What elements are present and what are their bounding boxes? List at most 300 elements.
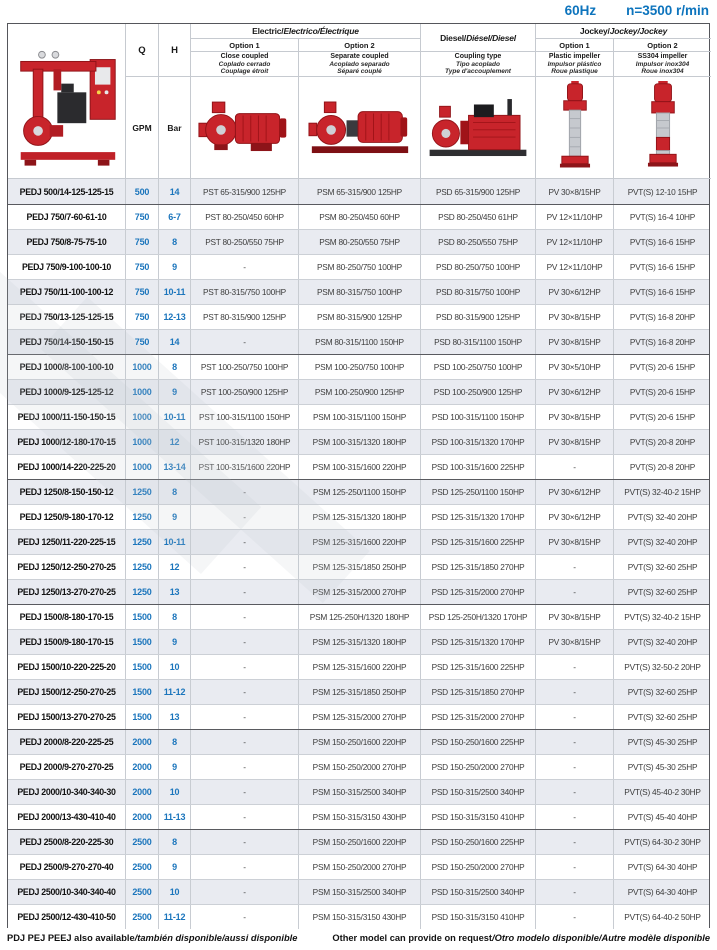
electric-group-title	[191, 24, 421, 39]
bar-header-cell	[159, 77, 191, 179]
q-cell: 750	[126, 305, 159, 329]
h-cell: 9	[159, 380, 191, 404]
diesel-title-i18n: Diésel/Diesel	[466, 32, 516, 43]
q-cell: 2500	[126, 905, 159, 929]
jockey-opt2-cell: PVT(S) 64-30 40HP	[627, 887, 698, 897]
jockey-ss304-image-cell	[614, 77, 711, 179]
h-cell: 10-11	[159, 280, 191, 304]
electric-opt1-cell: -	[191, 255, 299, 279]
electric-opt1-cell: -	[191, 330, 299, 354]
q-cell: 1250	[126, 580, 159, 604]
diesel-cell: PSD 125-315/1320 170HP	[421, 630, 536, 654]
electric-opt2-cell: PSM 150-315/3150 430HP	[299, 905, 421, 929]
footer-right-note	[332, 933, 710, 943]
electric-opt1-cell: -	[191, 555, 299, 579]
jockey-opt1-cell: PV 30×6/12HP	[536, 380, 614, 404]
jockey-opt1-cell: PV 30×8/15HP	[536, 530, 614, 554]
table-row	[8, 554, 709, 579]
jockey-option2-header	[614, 39, 711, 52]
jockey-opt1-cell: PV 30×6/12HP	[536, 505, 614, 529]
model-cell: PEDJ 1000/9-125-125-12	[8, 380, 126, 404]
electric-opt2-cell: PSM 150-315/2500 340HP	[299, 780, 421, 804]
q-cell: 2000	[126, 730, 159, 754]
q-cell: 1500	[126, 680, 159, 704]
model-cell: PEDJ 1500/8-180-170-15	[8, 605, 126, 629]
jockey-opt2-cell: PVT(S) 45-40-2 30HP	[624, 787, 701, 797]
jockey-opt1-cell: -	[536, 755, 614, 779]
jockey-opt1-cell: PV 30×8/15HP	[536, 430, 614, 454]
jockey-opt2-cell: PVT(S) 32-60 25HP	[627, 712, 698, 722]
close-coupled-desc	[191, 52, 299, 77]
table-row	[8, 754, 709, 779]
q-cell: 2000	[126, 755, 159, 779]
jockey-opt1-cell: -	[536, 455, 614, 479]
electric-opt2-cell: PSM 125-315/1850 250HP	[299, 555, 421, 579]
jockey-title-i18n: Jockey/Jockey	[609, 26, 668, 36]
table-row	[8, 479, 709, 504]
electric-opt2-cell: PSM 80-250/550 75HP	[299, 230, 421, 254]
jockey-opt1-cell: PV 30×8/15HP	[536, 179, 614, 204]
desc-line: Roue plastique	[551, 68, 598, 75]
jockey-option1-header	[536, 39, 614, 52]
h-cell: 8	[159, 830, 191, 854]
model-cell: PEDJ 750/13-125-125-15	[8, 305, 126, 329]
h-cell: 8	[159, 230, 191, 254]
h-cell: 8	[159, 480, 191, 504]
q-cell: 2500	[126, 855, 159, 879]
table-row	[8, 304, 709, 329]
model-cell: PEDJ 750/8-75-75-10	[8, 230, 126, 254]
model-cell: PEDJ 2000/10-340-340-30	[8, 780, 126, 804]
model-cell: PEDJ 2500/8-220-225-30	[8, 830, 126, 854]
desc-line: Couplage étroit	[220, 68, 269, 75]
h-cell: 10	[159, 780, 191, 804]
jockey-opt1-cell: -	[536, 880, 614, 904]
electric-opt2-cell: PSM 80-315/750 100HP	[299, 280, 421, 304]
diesel-cell: PSD 100-250/900 125HP	[421, 380, 536, 404]
electric-opt1-cell: -	[191, 905, 299, 929]
table-row	[8, 279, 709, 304]
jockey-opt2-cell: PVT(S) 16-6 15HP	[629, 237, 696, 247]
q-label: Q	[138, 44, 146, 56]
h-cell: 6-7	[159, 205, 191, 229]
desc-line: Impulsor plástico	[547, 60, 602, 68]
desc-line: Séparé couplé	[337, 68, 382, 75]
electric-opt1-cell: PST 80-315/900 125HP	[191, 305, 299, 329]
table-row	[8, 604, 709, 629]
jockey-title-en: Jockey/	[579, 26, 610, 36]
table-row	[8, 179, 709, 204]
desc-line: Plastic impeller	[548, 52, 601, 60]
h-cell: 12-13	[159, 305, 191, 329]
desc-line: Roue inox304	[641, 68, 684, 75]
jockey-opt2-cell: PVT(S) 64-30-2 30HP	[624, 837, 701, 847]
table-row	[8, 779, 709, 804]
jockey-opt2-cell: PVT(S) 20-8 20HP	[629, 437, 696, 447]
package-image-cell	[8, 24, 126, 179]
diesel-cell: PSD 125-315/1600 225HP	[421, 655, 536, 679]
jockey-opt2-cell: PVT(S) 16-6 15HP	[629, 287, 696, 297]
electric-opt1-cell: -	[191, 830, 299, 854]
option1-label: Option 1	[229, 40, 260, 50]
diesel-cell: PSD 80-315/900 125HP	[421, 305, 536, 329]
electric-opt2-cell: PSM 80-250/450 60HP	[299, 205, 421, 229]
model-cell: PEDJ 1250/9-180-170-12	[8, 505, 126, 529]
q-cell: 750	[126, 255, 159, 279]
h-cell: 10	[159, 880, 191, 904]
q-cell: 750	[126, 205, 159, 229]
diesel-cell: PSD 150-250/2000 270HP	[421, 855, 536, 879]
model-cell: PEDJ 2000/8-220-225-25	[8, 730, 126, 754]
electric-opt1-cell: -	[191, 855, 299, 879]
h-cell: 10-11	[159, 530, 191, 554]
table-row	[8, 529, 709, 554]
electric-opt2-cell: PSM 125-315/2000 270HP	[299, 580, 421, 604]
diesel-cell: PSD 65-315/900 125HP	[421, 179, 536, 204]
electric-opt1-cell: -	[191, 505, 299, 529]
model-cell: PEDJ 1500/10-220-225-20	[8, 655, 126, 679]
electric-opt2-cell: PSM 150-250/2000 270HP	[299, 855, 421, 879]
jockey-opt2-cell: PVT(S) 16-8 20HP	[629, 337, 696, 347]
frequency-label: 60Hz	[564, 3, 597, 18]
table-header	[8, 24, 709, 179]
q-cell: 1000	[126, 430, 159, 454]
jockey-opt2-cell: PVT(S) 64-40-2 50HP	[624, 912, 701, 922]
jockey-group-title	[536, 24, 711, 39]
diesel-cell: PSD 80-315/750 100HP	[421, 280, 536, 304]
electric-opt1-cell: PST 65-315/900 125HP	[191, 179, 299, 204]
electric-opt1-cell: PST 100-250/900 125HP	[191, 380, 299, 404]
electric-opt1-cell: -	[191, 630, 299, 654]
diesel-cell: PSD 100-315/1320 170HP	[421, 430, 536, 454]
electric-opt1-cell: PST 100-250/750 100HP	[191, 355, 299, 379]
electric-opt2-cell: PSM 125-250/1100 150HP	[299, 480, 421, 504]
diesel-cell: PSD 125-250H/1320 170HP	[421, 605, 536, 629]
jockey-opt1-cell: PV 12×11/10HP	[536, 205, 614, 229]
jockey-opt1-cell: PV 30×8/15HP	[536, 605, 614, 629]
h-cell: 14	[159, 330, 191, 354]
pump-spec-table	[7, 23, 710, 928]
q-cell: 1500	[126, 705, 159, 729]
gpm-label: GPM	[132, 122, 152, 133]
model-cell: PEDJ 500/14-125-125-15	[8, 179, 126, 204]
model-cell: PEDJ 1250/8-150-150-12	[8, 480, 126, 504]
jockey-opt1-cell: -	[536, 555, 614, 579]
electric-opt2-cell: PSM 100-315/1100 150HP	[299, 405, 421, 429]
model-cell: PEDJ 2500/12-430-410-50	[8, 905, 126, 929]
jockey-opt2-cell: PVT(S) 45-40 40HP	[627, 812, 698, 822]
jockey-opt2-cell: PVT(S) 32-60 25HP	[627, 562, 698, 572]
table-row	[8, 854, 709, 879]
footer-left-bold: PDJ PEJ PEEJ also available	[7, 933, 135, 943]
table-row	[8, 204, 709, 229]
electric-opt2-cell: PSM 150-250/1600 220HP	[299, 830, 421, 854]
h-cell: 9	[159, 255, 191, 279]
model-cell: PEDJ 2500/9-270-270-40	[8, 855, 126, 879]
jockey-opt1-cell: PV 30×6/12HP	[536, 280, 614, 304]
h-header-cell	[159, 24, 191, 77]
table-row	[8, 654, 709, 679]
q-cell: 1500	[126, 605, 159, 629]
table-row	[8, 904, 709, 929]
diesel-cell: PSD 125-250/1100 150HP	[421, 480, 536, 504]
model-cell: PEDJ 1000/11-150-150-15	[8, 405, 126, 429]
table-row	[8, 504, 709, 529]
ss304-jockey-image	[646, 81, 680, 175]
desc-line: Separate coupled	[330, 52, 389, 60]
diesel-cell: PSD 150-315/3150 410HP	[421, 905, 536, 929]
q-cell: 750	[126, 330, 159, 354]
h-cell: 9	[159, 755, 191, 779]
model-cell: PEDJ 1500/9-180-170-15	[8, 630, 126, 654]
electric-opt2-cell: PSM 125-315/1320 180HP	[299, 630, 421, 654]
desc-line: SS304 impeller	[637, 52, 688, 60]
diesel-cell: PSD 150-315/2500 340HP	[421, 880, 536, 904]
jockey-opt1-cell: PV 12×11/10HP	[536, 255, 614, 279]
table-row	[8, 579, 709, 604]
h-cell: 12	[159, 555, 191, 579]
jockey-opt2-cell: PVT(S) 32-40 20HP	[627, 512, 698, 522]
jockey-opt1-cell: PV 30×8/15HP	[536, 330, 614, 354]
table-row	[8, 379, 709, 404]
diesel-cell: PSD 80-250/550 75HP	[421, 230, 536, 254]
electric-opt2-cell: PSM 80-315/900 125HP	[299, 305, 421, 329]
jockey-opt2-cell: PVT(S) 32-40 20HP	[627, 637, 698, 647]
plastic-impeller-desc	[536, 52, 614, 77]
electric-opt1-cell: PST 100-315/1600 220HP	[191, 455, 299, 479]
h-cell: 11-12	[159, 680, 191, 704]
diesel-cell: PSD 150-315/3150 410HP	[421, 805, 536, 829]
q-cell: 750	[126, 230, 159, 254]
q-cell: 2000	[126, 780, 159, 804]
table-row	[8, 804, 709, 829]
model-cell: PEDJ 750/7-60-61-10	[8, 205, 126, 229]
table-body	[8, 179, 709, 929]
diesel-cell: PSD 80-315/1100 150HP	[421, 330, 536, 354]
table-row	[8, 879, 709, 904]
model-cell: PEDJ 1250/13-270-270-25	[8, 580, 126, 604]
electric-opt2-cell: PSM 125-315/1600 220HP	[299, 655, 421, 679]
electric-opt1-cell: PST 80-315/750 100HP	[191, 280, 299, 304]
jockey-opt1-cell: -	[536, 780, 614, 804]
gpm-header-cell	[126, 77, 159, 179]
electric-opt2-cell: PSM 100-250/900 125HP	[299, 380, 421, 404]
model-cell: PEDJ 2000/13-430-410-40	[8, 805, 126, 829]
h-cell: 11-13	[159, 805, 191, 829]
desc-line: Close coupled	[220, 52, 269, 60]
jockey-opt2-cell: PVT(S) 64-30 40HP	[627, 862, 698, 872]
electric-opt1-cell: PST 100-315/1100 150HP	[191, 405, 299, 429]
desc-line: Coupling type	[454, 52, 502, 60]
h-cell: 13	[159, 580, 191, 604]
model-cell: PEDJ 1000/14-220-225-20	[8, 455, 126, 479]
table-row	[8, 629, 709, 654]
model-cell: PEDJ 1000/12-180-170-15	[8, 430, 126, 454]
jockey-opt2-cell: PVT(S) 32-40-2 15HP	[624, 612, 701, 622]
electric-opt2-cell: PSM 150-315/2500 340HP	[299, 880, 421, 904]
jockey-opt1-cell: PV 30×8/15HP	[536, 630, 614, 654]
electric-opt2-cell: PSM 150-315/3150 430HP	[299, 805, 421, 829]
h-cell: 12	[159, 430, 191, 454]
q-cell: 750	[126, 280, 159, 304]
jockey-opt2-cell: PVT(S) 45-30 25HP	[627, 737, 698, 747]
jockey-opt1-cell: -	[536, 680, 614, 704]
jockey-opt1-cell: -	[536, 580, 614, 604]
diesel-cell: PSD 125-315/1600 225HP	[421, 530, 536, 554]
h-cell: 9	[159, 505, 191, 529]
diesel-group-title	[421, 24, 536, 52]
desc-line: Type d'accouplement	[445, 68, 511, 75]
model-cell: PEDJ 2500/10-340-340-40	[8, 880, 126, 904]
electric-opt2-cell: PSM 150-250/1600 220HP	[299, 730, 421, 754]
jockey-opt2-cell: PVT(S) 32-60 25HP	[627, 587, 698, 597]
diesel-cell: PSD 150-315/2500 340HP	[421, 780, 536, 804]
jockey-opt1-cell: PV 30×8/15HP	[536, 305, 614, 329]
option2-label: Option 2	[647, 40, 678, 50]
model-cell: PEDJ 750/14-150-150-15	[8, 330, 126, 354]
jockey-opt2-cell: PVT(S) 32-40-2 15HP	[624, 487, 701, 497]
table-row	[8, 829, 709, 854]
h-cell: 9	[159, 630, 191, 654]
q-cell: 1000	[126, 380, 159, 404]
q-cell: 500	[126, 179, 159, 204]
frequency-speed-line	[565, 3, 709, 18]
separate-coupled-desc	[299, 52, 421, 77]
table-row	[8, 679, 709, 704]
footer-right-italic: /Otro modelo disponible/Autre modèle disponible	[492, 933, 710, 943]
diesel-cell: PSD 100-315/1600 225HP	[421, 455, 536, 479]
q-cell: 1500	[126, 630, 159, 654]
table-row	[8, 329, 709, 354]
diesel-cell: PSD 150-250/1600 225HP	[421, 830, 536, 854]
footer-notes	[7, 933, 710, 943]
diesel-cell: PSD 125-315/2000 270HP	[421, 705, 536, 729]
diesel-cell: PSD 150-250/1600 225HP	[421, 730, 536, 754]
electric-opt2-cell: PSM 80-315/1100 150HP	[299, 330, 421, 354]
q-cell: 1250	[126, 530, 159, 554]
electric-opt2-cell: PSM 125-315/1600 220HP	[299, 530, 421, 554]
jockey-opt1-cell: PV 30×8/15HP	[536, 405, 614, 429]
electric-opt1-cell: -	[191, 655, 299, 679]
electric-opt2-cell: PSM 125-315/2000 270HP	[299, 705, 421, 729]
model-cell: PEDJ 1000/8-100-100-10	[8, 355, 126, 379]
h-cell: 11-12	[159, 905, 191, 929]
jockey-opt1-cell: -	[536, 830, 614, 854]
jockey-opt2-cell: PVT(S) 20-8 20HP	[629, 462, 696, 472]
jockey-opt1-cell: -	[536, 655, 614, 679]
jockey-opt2-cell: PVT(S) 32-60 25HP	[627, 687, 698, 697]
electric-opt1-cell: -	[191, 755, 299, 779]
q-cell: 2500	[126, 880, 159, 904]
electric-opt1-cell: PST 100-315/1320 180HP	[191, 430, 299, 454]
jockey-opt2-cell: PVT(S) 20-6 15HP	[629, 387, 696, 397]
electric-opt1-cell: -	[191, 780, 299, 804]
diesel-title-en: Diesel/	[440, 32, 467, 43]
jockey-opt2-cell: PVT(S) 12-10 15HP	[627, 186, 698, 197]
jockey-opt2-cell: PVT(S) 20-6 15HP	[629, 362, 696, 372]
electric-opt2-cell: PSM 100-315/1320 180HP	[299, 430, 421, 454]
jockey-opt1-cell: -	[536, 730, 614, 754]
option2-label: Option 2	[344, 40, 375, 50]
diesel-cell: PSD 125-315/1850 270HP	[421, 555, 536, 579]
separate-coupled-pump-image	[308, 99, 412, 157]
model-cell: PEDJ 2000/9-270-270-25	[8, 755, 126, 779]
diesel-cell: PSD 125-315/2000 270HP	[421, 580, 536, 604]
diesel-image-cell	[421, 77, 536, 179]
electric-opt2-cell: PSM 125-315/1320 180HP	[299, 505, 421, 529]
table-row	[8, 729, 709, 754]
coupling-type-desc	[421, 52, 536, 77]
jockey-opt1-cell: PV 12×11/10HP	[536, 230, 614, 254]
jockey-opt2-cell: PVT(S) 32-50-2 20HP	[624, 662, 701, 672]
q-header-cell	[126, 24, 159, 77]
h-cell: 10-11	[159, 405, 191, 429]
jockey-opt2-cell: PVT(S) 20-6 15HP	[629, 412, 696, 422]
diesel-cell: PSD 125-315/1320 170HP	[421, 505, 536, 529]
q-cell: 1000	[126, 355, 159, 379]
q-cell: 1500	[126, 655, 159, 679]
desc-line: Coplado cerrado	[218, 60, 271, 68]
jockey-opt2-cell: PVT(S) 16-6 15HP	[629, 262, 696, 272]
h-cell: 13	[159, 705, 191, 729]
electric-opt1-cell: -	[191, 530, 299, 554]
table-row	[8, 404, 709, 429]
diesel-cell: PSD 150-250/2000 270HP	[421, 755, 536, 779]
electric-opt1-cell: PST 80-250/450 60HP	[191, 205, 299, 229]
q-cell: 1250	[126, 480, 159, 504]
desc-line: Acoplado separado	[329, 60, 390, 68]
electric-opt1-cell: -	[191, 705, 299, 729]
jockey-opt1-cell: -	[536, 705, 614, 729]
jockey-opt1-cell: -	[536, 905, 614, 929]
h-cell: 8	[159, 605, 191, 629]
electric-opt1-cell: -	[191, 580, 299, 604]
model-cell: PEDJ 1250/12-250-270-25	[8, 555, 126, 579]
table-row	[8, 429, 709, 454]
diesel-cell: PSD 80-250/450 61HP	[421, 205, 536, 229]
electric-title-en: Electric/	[252, 26, 284, 36]
electric-opt1-cell: -	[191, 880, 299, 904]
plastic-impeller-jockey-image	[558, 81, 592, 175]
electric-opt1-cell: -	[191, 680, 299, 704]
electric-option2-header	[299, 39, 421, 52]
q-cell: 1250	[126, 555, 159, 579]
close-coupled-image-cell	[191, 77, 299, 179]
close-coupled-pump-image	[197, 99, 293, 157]
jockey-opt1-cell: -	[536, 855, 614, 879]
desc-line: Impulsor inox304	[635, 60, 690, 68]
model-cell: PEDJ 1250/11-220-225-15	[8, 530, 126, 554]
diesel-pump-image	[426, 97, 530, 159]
h-cell: 8	[159, 730, 191, 754]
electric-opt2-cell: PSM 80-250/750 100HP	[299, 255, 421, 279]
diesel-cell: PSD 100-315/1100 150HP	[421, 405, 536, 429]
jockey-opt1-cell: -	[536, 805, 614, 829]
jockey-opt2-cell: PVT(S) 16-8 20HP	[629, 312, 696, 322]
jockey-opt2-cell: PVT(S) 16-4 10HP	[629, 212, 696, 222]
jockey-opt1-cell: PV 30×5/10HP	[536, 355, 614, 379]
footer-right-bold: Other model can provide on request	[332, 933, 493, 943]
h-cell: 8	[159, 355, 191, 379]
h-cell: 9	[159, 855, 191, 879]
model-cell: PEDJ 1500/12-250-270-25	[8, 680, 126, 704]
jockey-opt2-cell: PVT(S) 32-40 20HP	[627, 537, 698, 547]
electric-option1-header	[191, 39, 299, 52]
table-row	[8, 254, 709, 279]
bar-label: Bar	[167, 122, 182, 133]
diesel-cell: PSD 100-250/750 100HP	[421, 355, 536, 379]
jockey-opt1-cell: PV 30×6/12HP	[536, 480, 614, 504]
